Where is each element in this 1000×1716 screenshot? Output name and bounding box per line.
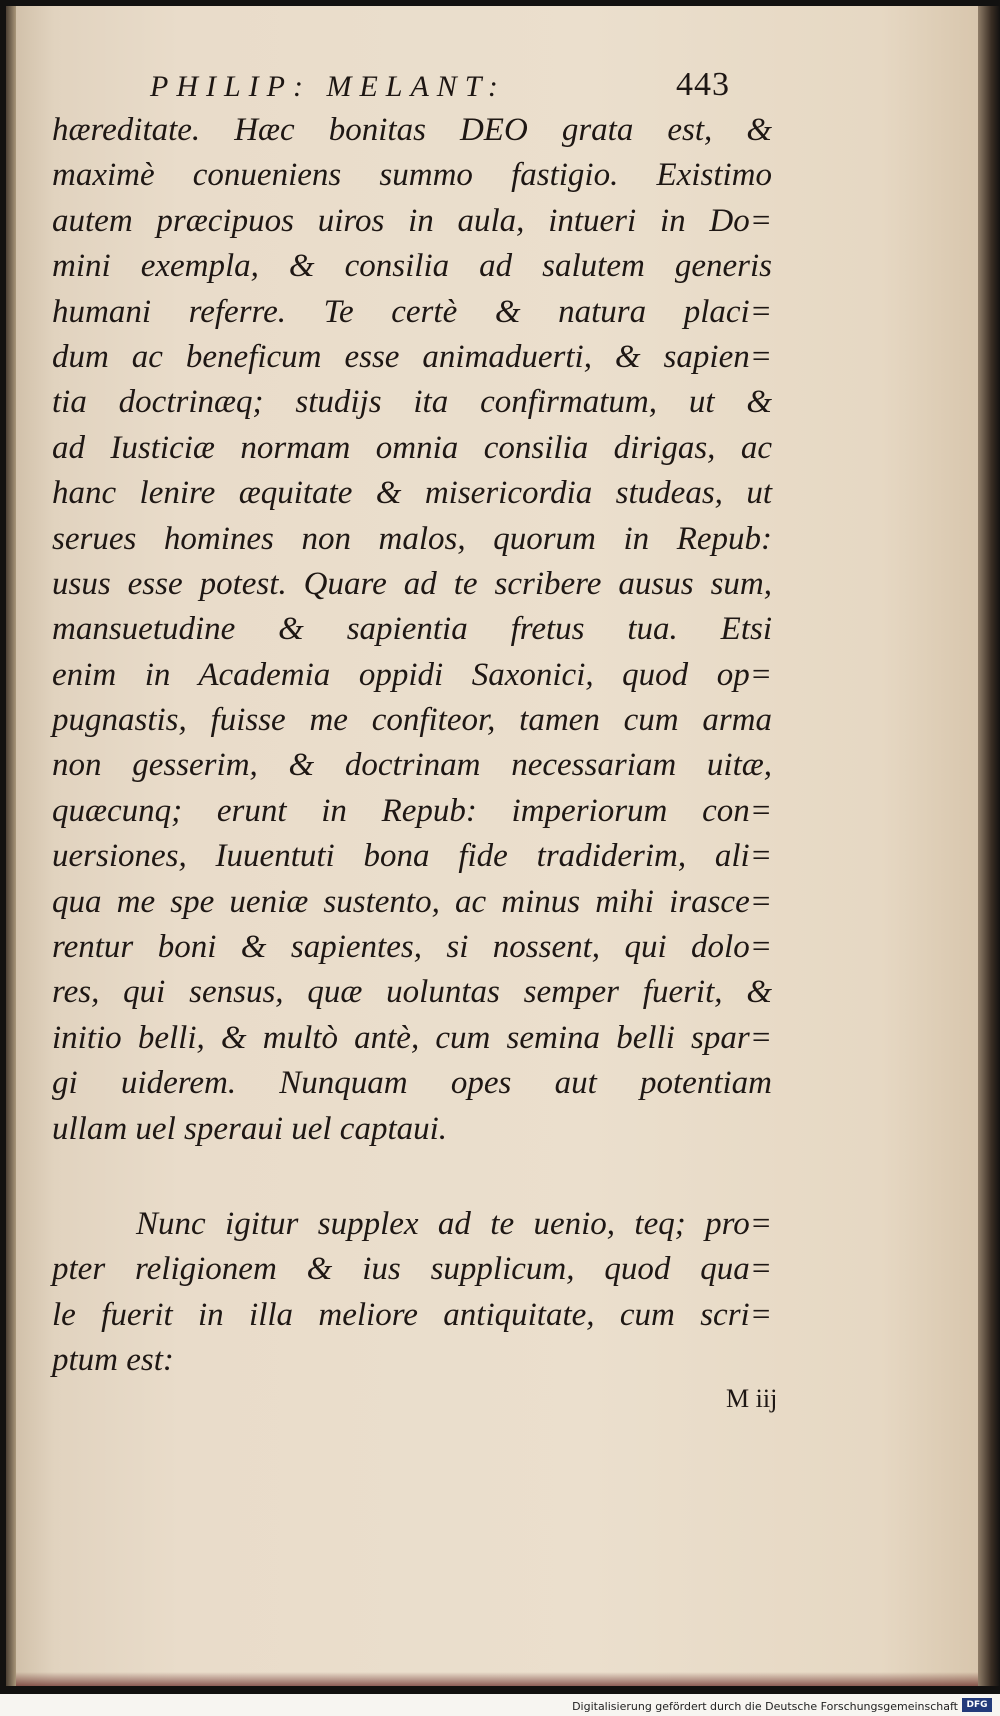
binding-edge	[6, 6, 16, 1686]
text-line: hanc lenire æquitate & misericordia studeas, ut	[52, 475, 772, 512]
text-line: uersiones, Iuuentuti bona fide tradiderim, ali=	[52, 838, 772, 875]
text-line: quæcunq; erunt in Repub: imperiorum con=	[52, 792, 772, 829]
text-line: qua me spe ueniæ sustento, ac minus mihi irasce=	[52, 883, 772, 920]
text-line: non gesserim, & doctrinam necessariam uitæ,	[52, 747, 772, 784]
text-line: Nunc igitur supplex ad te uenio, teq; pro=	[136, 1205, 772, 1242]
running-title: PHILIP: MELANT:	[150, 70, 506, 103]
text-line: ptum est:	[52, 1342, 174, 1379]
text-line: dum ac beneficum esse animaduerti, & sapien=	[52, 338, 772, 375]
text-line: gi uiderem. Nunquam opes aut potentiam	[52, 1065, 772, 1102]
text-line: mini exempla, & consilia ad salutem generis	[52, 248, 772, 285]
text-line: enim in Academia oppidi Saxonici, quod op=	[52, 656, 772, 693]
text-line: mansuetudine & sapientia fretus tua. Etsi	[52, 611, 772, 648]
text-line: initio belli, & multò antè, cum semina belli spar=	[52, 1019, 772, 1056]
text-line: humani referre. Te certè & natura placi=	[52, 293, 772, 330]
page-edge	[978, 6, 1000, 1686]
text-line: serues homines non malos, quorum in Repub:	[52, 520, 772, 557]
text-line: pter religionem & ius supplicum, quod qua=	[52, 1251, 772, 1288]
text-line: hæreditate. Hæc bonitas DEO grata est, &	[52, 112, 772, 148]
signature-mark: M iij	[726, 1384, 778, 1413]
text-line: ullam uel speraui uel captaui.	[52, 1110, 448, 1147]
text-line: ad Iusticiæ normam omnia consilia dirigas, ac	[52, 429, 772, 466]
digitization-credit: Digitalisierung gefördert durch die Deutsche Forschungsgemeinschaft	[572, 1700, 958, 1713]
text-line: usus esse potest. Quare ad te scribere ausus sum,	[52, 565, 772, 602]
text-line: pugnastis, fuisse me confiteor, tamen cum arma	[52, 702, 772, 739]
paragraph-gap	[52, 1152, 772, 1202]
dfg-logo-icon: DFG	[962, 1698, 992, 1712]
body-text	[52, 108, 772, 1384]
text-line: tia doctrinæq; studijs ita confirmatum, ut &	[52, 384, 772, 421]
text-line: maximè conueniens summo fastigio. Existimo	[52, 157, 772, 194]
page-number: 443	[676, 66, 730, 103]
text-line: res, qui sensus, quæ uoluntas semper fuerit, &	[52, 974, 772, 1011]
text-line: le fuerit in illa meliore antiquitate, cum scri=	[52, 1296, 772, 1333]
text-line: rentur boni & sapientes, si nossent, qui dolo=	[52, 929, 772, 966]
text-line: autem præcipuos uiros in aula, intueri in Do=	[52, 202, 772, 239]
